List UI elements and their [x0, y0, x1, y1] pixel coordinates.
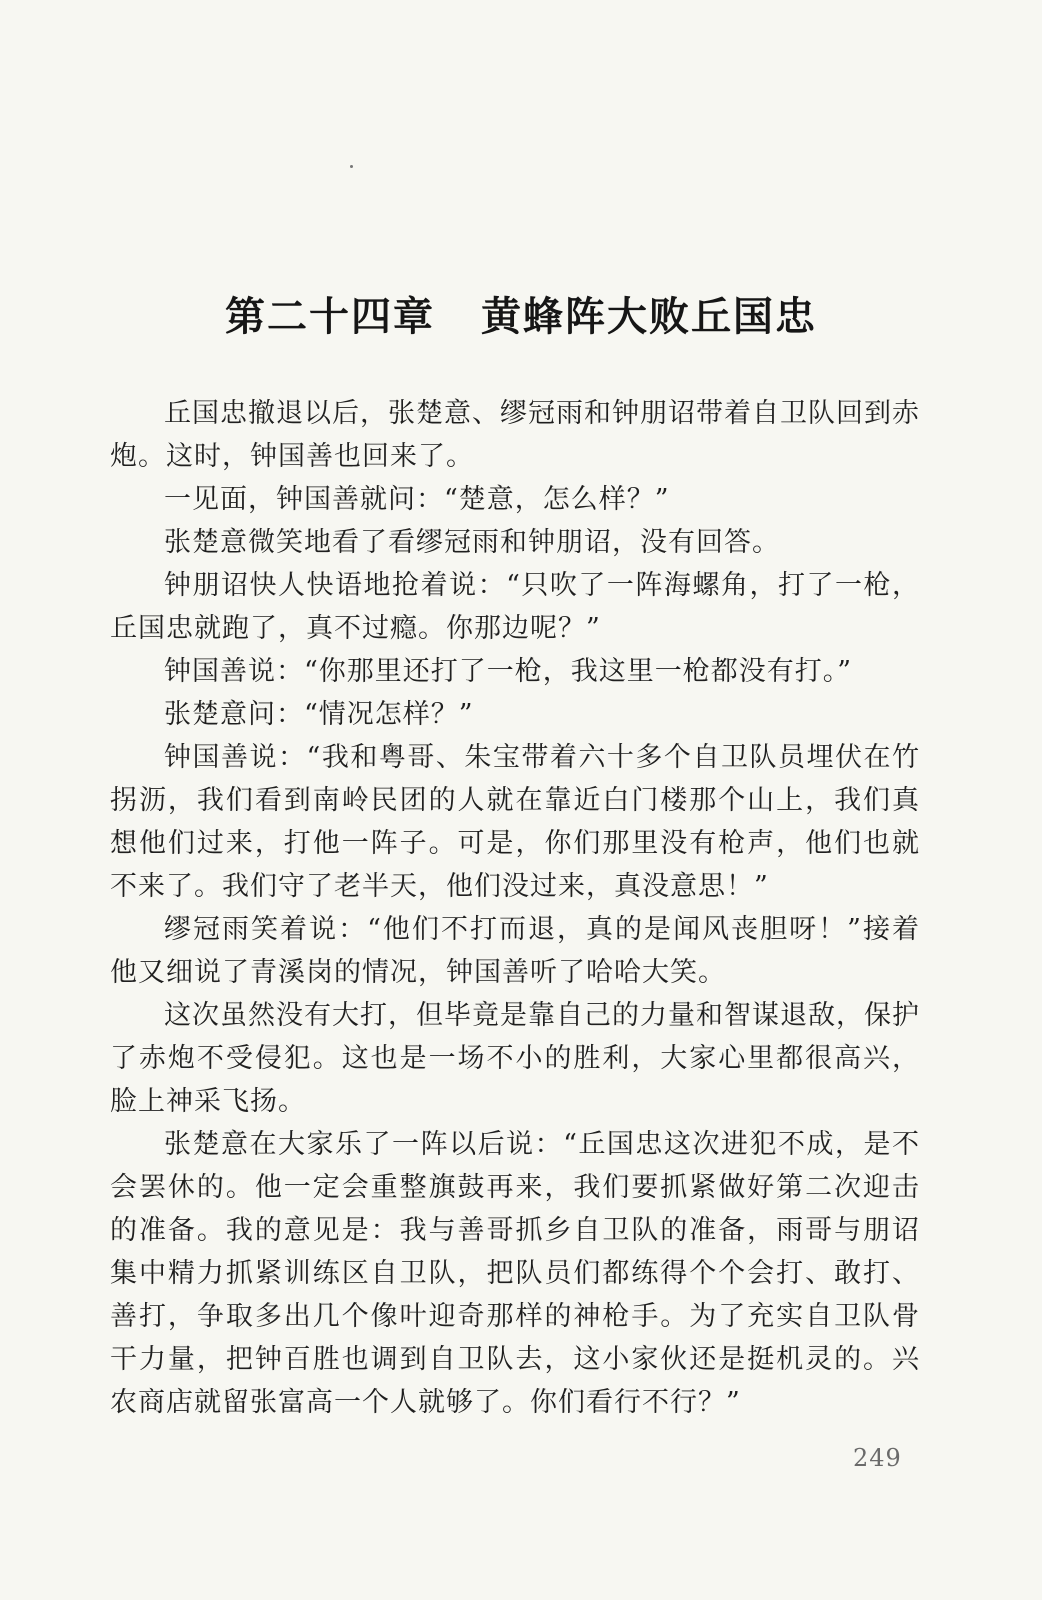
paragraph: 一见面，钟国善就问：“楚意，怎么样？”	[164, 484, 670, 515]
scan-speck	[350, 165, 353, 168]
chapter-title: 黄蜂阵大败丘国忠	[481, 293, 817, 340]
chapter-number: 第二十四章	[225, 293, 435, 340]
paragraph: 张楚意在大家乐了一阵以后说：“丘国忠这次进犯不成，是不会罢休的。他一定会重整旗鼓再来，我们要抓紧做好第二次迎击的准备。我的意见是：我与善哥抓乡自卫队的准备，雨哥与朋诏集中精力抓紧训练区自卫队，把队员们都练得个个会打、敢打、善打，争取多出几个像叶迎奇那样的神枪手。为了充实自卫队骨干力量，把钟百胜也调到自卫队去，这小家伙还是挺机灵的。兴农商店就留张富高一个人就够了。你们看行不行？”	[110, 1129, 920, 1418]
chapter-heading	[0, 285, 1042, 342]
paragraph: 这次虽然没有大打，但毕竟是靠自己的力量和智谋退敌，保护了赤炮不受侵犯。这也是一场不小的胜利，大家心里都很高兴，脸上神采飞扬。	[110, 1000, 920, 1117]
paragraph: 钟国善说：“你那里还打了一枪，我这里一枪都没有打。”	[164, 656, 853, 687]
paragraph: 钟国善说：“我和粤哥、朱宝带着六十多个自卫队员埋伏在竹拐沥，我们看到南岭民团的人就在靠近白门楼那个山上，我们真想他们过来，打他一阵子。可是，你们那里没有枪声，他们也就不来了。我们守了老半天，他们没过来，真没意思！”	[110, 742, 920, 902]
paragraph: 钟朋诏快人快语地抢着说：“只吹了一阵海螺角，打了一枪，丘国忠就跑了，真不过瘾。你那边呢？”	[110, 570, 920, 644]
paragraph: 缪冠雨笑着说：“他们不打而退，真的是闻风丧胆呀！”接着他又细说了青溪岗的情况，钟国善听了哈哈大笑。	[110, 914, 920, 988]
paragraph: 张楚意微笑地看了看缪冠雨和钟朋诏，没有回答。	[164, 527, 780, 558]
paragraph: 丘国忠撤退以后，张楚意、缪冠雨和钟朋诏带着自卫队回到赤炮。这时，钟国善也回来了。	[110, 398, 920, 472]
paragraph: 张楚意问：“情况怎样？”	[164, 699, 474, 730]
chapter-body	[110, 392, 920, 1424]
page-number: 249	[853, 1444, 902, 1472]
